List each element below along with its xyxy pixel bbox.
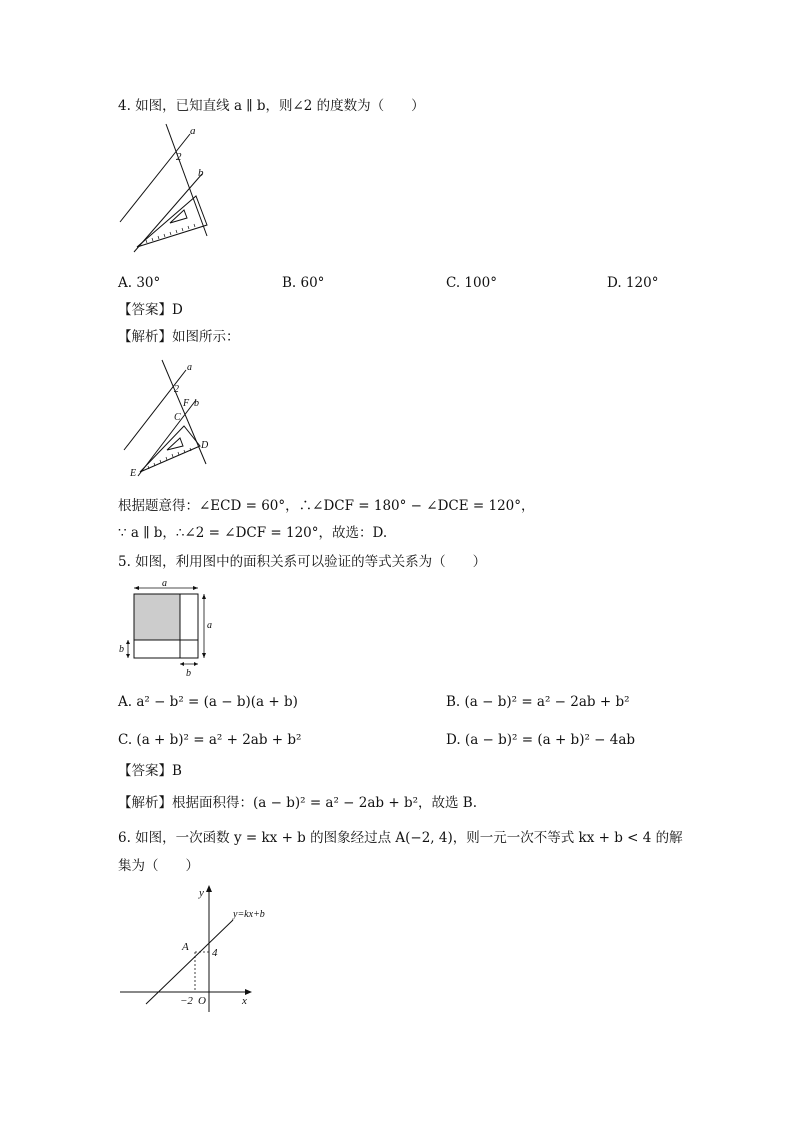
q6-label-O: O bbox=[198, 995, 206, 1007]
q4-step1: 根据题意得：∠ECD = 60°，∴∠DCF = 180° − ∠DCE = 120°， bbox=[118, 498, 535, 514]
q4-option-c: C. 100° bbox=[446, 275, 497, 291]
q5-option-b: B. (a − b)² = a² − 2ab + b² bbox=[446, 694, 630, 710]
q6-stem-line1: 6. 如图，一次函数 y = kx + b 的图象经过点 A(−2, 4)，则一元一次不等式 kx + b < 4 的解 bbox=[118, 830, 683, 846]
q5-figure bbox=[114, 580, 224, 680]
q5-stem: 5. 如图，利用图中的面积关系可以验证的等式关系为（ ） bbox=[118, 554, 487, 570]
q5-answer: 【答案】B bbox=[118, 763, 182, 779]
q6-figure bbox=[118, 882, 265, 1014]
q5-label-top-a: a bbox=[162, 578, 167, 589]
q4-label-a: a bbox=[190, 125, 196, 137]
q4-step2: ∵ a ∥ b，∴∠2 = ∠DCF = 120°，故选：D. bbox=[118, 525, 388, 541]
q4-option-a: A. 30° bbox=[118, 275, 161, 291]
q5-label-right-a: a bbox=[207, 620, 212, 631]
q5-label-bottom-b: b bbox=[186, 668, 191, 679]
q6-label-A: A bbox=[182, 941, 189, 953]
q4-stem: 4. 如图，已知直线 a ∥ b，则∠2 的度数为（ ） bbox=[118, 98, 425, 114]
q6-label-x: x bbox=[242, 995, 247, 1007]
q5-option-c: C. (a + b)² = a² + 2ab + b² bbox=[118, 732, 302, 748]
q6-stem-line2: 集为（ ） bbox=[118, 858, 199, 874]
q4-analysis-figure bbox=[112, 358, 232, 483]
q4-option-b: B. 60° bbox=[282, 275, 325, 291]
q4-analysis-title: 【解析】如图所示： bbox=[118, 329, 240, 345]
q5-analysis: 【解析】根据面积得：(a − b)² = a² − 2ab + b²，故选 B. bbox=[118, 795, 478, 811]
q4-option-d: D. 120° bbox=[607, 275, 659, 291]
q4-fig2-label-C: C bbox=[174, 412, 181, 423]
q4-fig2-label-F: F bbox=[183, 398, 190, 409]
q4-figure bbox=[112, 122, 232, 257]
q6-label-y: y bbox=[199, 887, 204, 899]
q5-option-a: A. a² − b² = (a − b)(a + b) bbox=[118, 694, 298, 710]
q4-fig2-label-a: a bbox=[187, 362, 192, 373]
q4-fig2-label-D: D bbox=[201, 440, 209, 451]
q5-label-left-b: b bbox=[119, 644, 124, 655]
q4-fig2-label-b: b bbox=[194, 398, 199, 409]
q5-option-d: D. (a − b)² = (a + b)² − 4ab bbox=[446, 732, 636, 748]
q6-label-4: 4 bbox=[212, 947, 218, 959]
q4-fig2-label-2: 2 bbox=[174, 384, 179, 395]
q4-label-b: b bbox=[198, 167, 204, 179]
q6-label-minus2: −2 bbox=[180, 995, 193, 1007]
q4-fig2-label-E: E bbox=[130, 468, 137, 479]
q6-label-line: y=kx+b bbox=[233, 909, 265, 920]
q4-answer: 【答案】D bbox=[118, 302, 183, 318]
q4-label-2: 2 bbox=[176, 151, 182, 163]
